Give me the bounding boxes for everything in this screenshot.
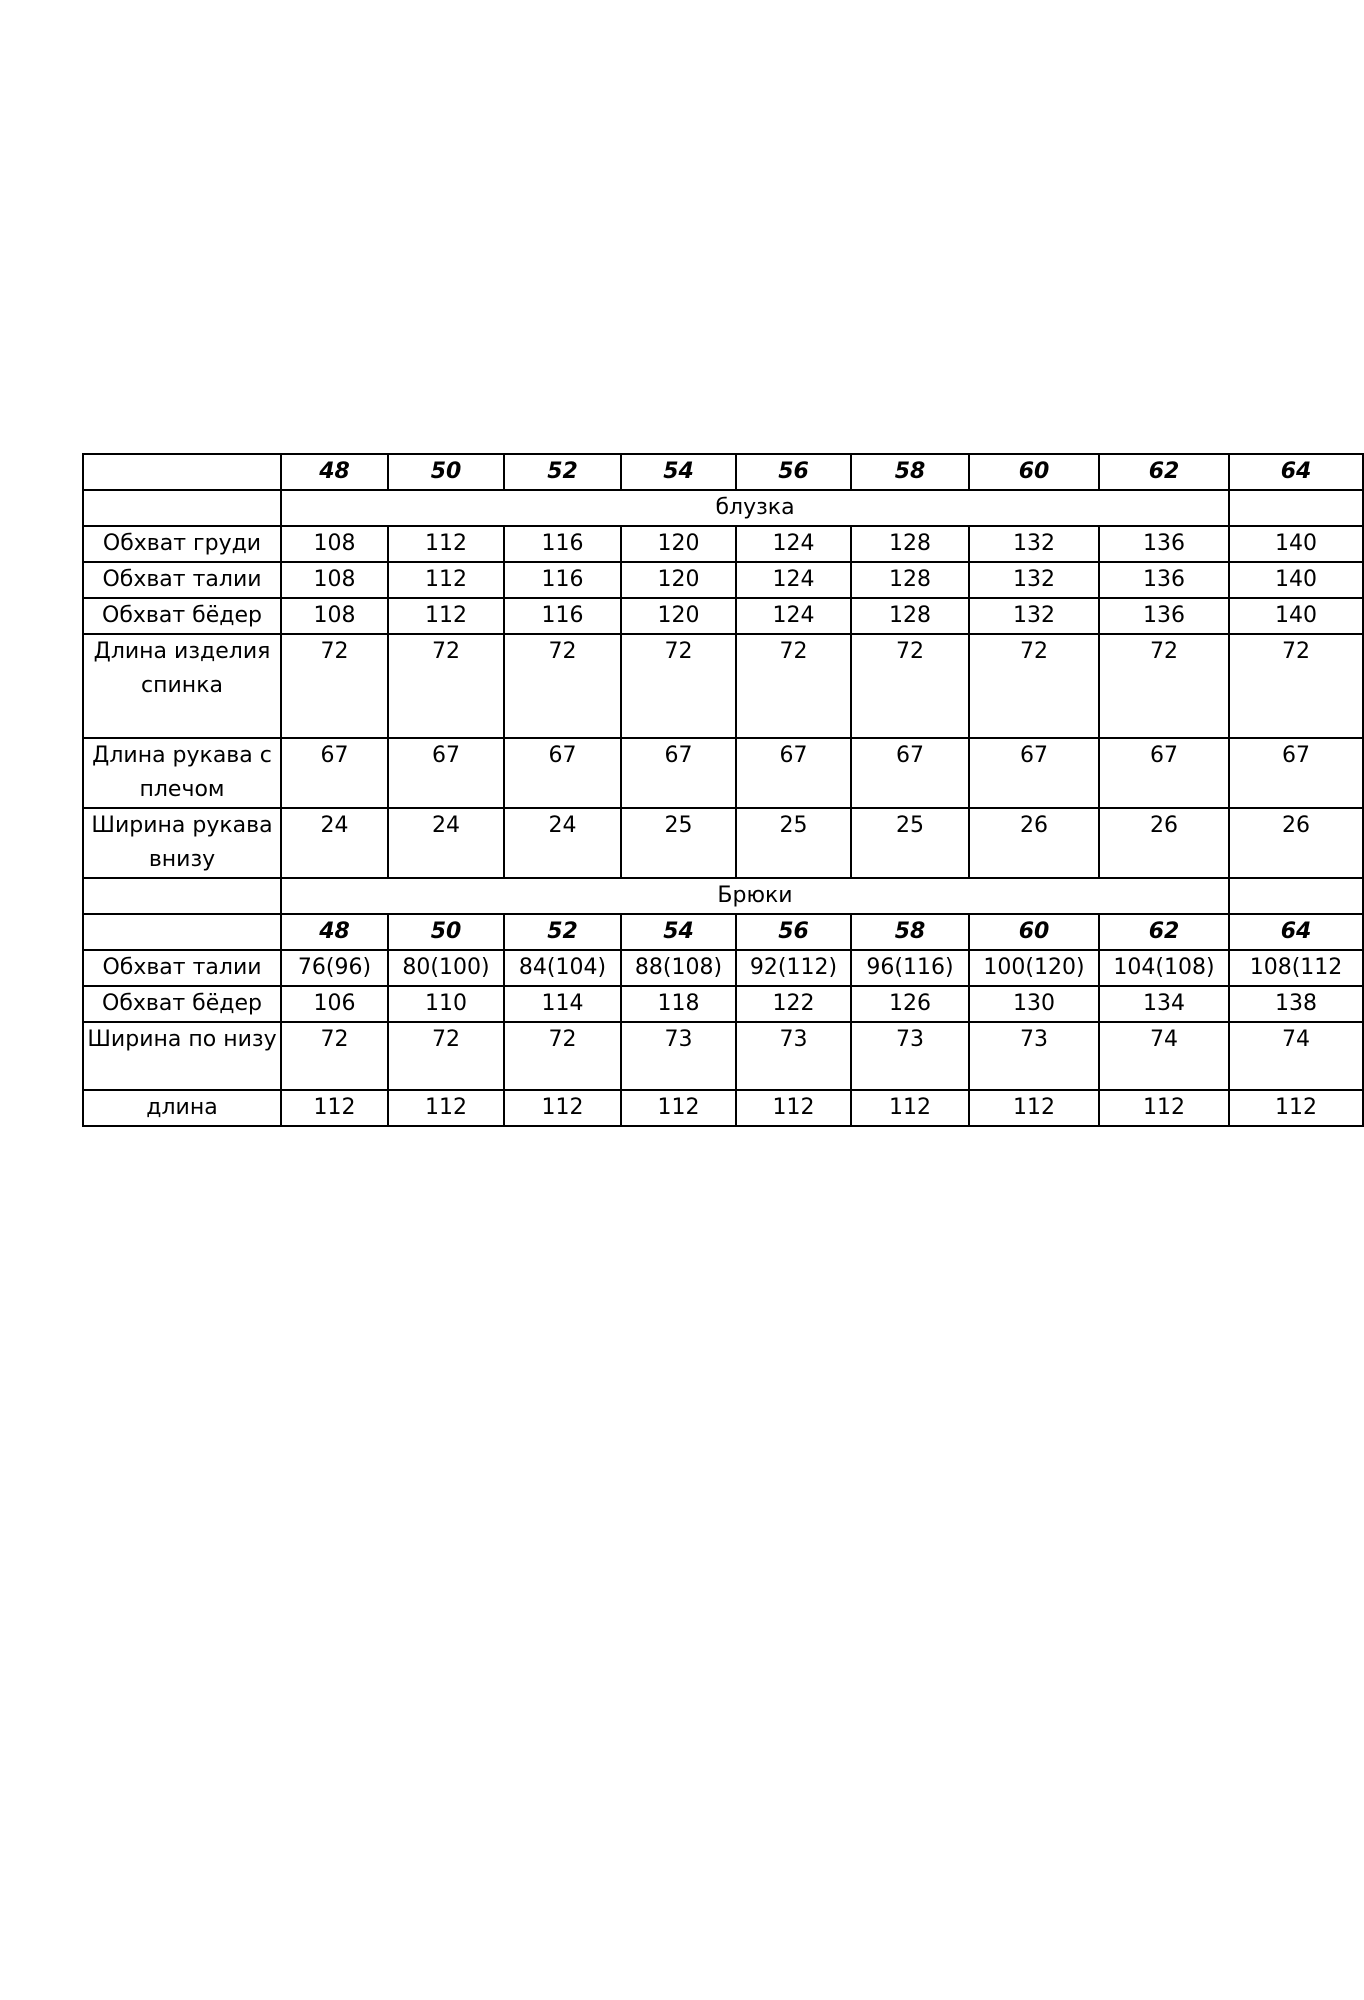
- table-cell: 106: [281, 986, 388, 1022]
- row-label: Обхват талии: [83, 950, 281, 986]
- row-label: Длина изделия спинка: [83, 634, 281, 738]
- table-cell: 116: [504, 562, 621, 598]
- table-row: [83, 738, 1363, 808]
- table-cell: 112: [504, 1090, 621, 1126]
- table-cell: 67: [736, 738, 851, 808]
- table-cell: 120: [621, 598, 736, 634]
- table-cell: 67: [1229, 738, 1363, 808]
- table-cell: 112: [1229, 1090, 1363, 1126]
- table-cell: 72: [1099, 634, 1229, 738]
- table-cell: 72: [1229, 634, 1363, 738]
- table-cell: 72: [851, 634, 969, 738]
- table-row: [83, 526, 1363, 562]
- size-header-cell: 50: [388, 914, 504, 950]
- table-cell: 132: [969, 598, 1099, 634]
- size-header-cell: 62: [1099, 454, 1229, 490]
- table-cell: 124: [736, 598, 851, 634]
- table-cell: 24: [388, 808, 504, 878]
- table-cell: 72: [504, 1022, 621, 1090]
- table-cell: 136: [1099, 598, 1229, 634]
- size-header-cell: 54: [621, 914, 736, 950]
- table-cell: 116: [504, 598, 621, 634]
- table-cell: 73: [736, 1022, 851, 1090]
- size-header-row: [83, 914, 1363, 950]
- table-cell: 67: [504, 738, 621, 808]
- table-cell: 74: [1099, 1022, 1229, 1090]
- table-row: [83, 1022, 1363, 1090]
- table-cell: 96(116): [851, 950, 969, 986]
- table-cell: 124: [736, 562, 851, 598]
- table-cell: 120: [621, 526, 736, 562]
- table-cell: 112: [388, 526, 504, 562]
- size-chart-table: [82, 453, 1364, 1127]
- row-label: Обхват талии: [83, 562, 281, 598]
- table-cell: 26: [1099, 808, 1229, 878]
- table-cell: 128: [851, 598, 969, 634]
- size-header-cell: 60: [969, 914, 1099, 950]
- table-cell: 130: [969, 986, 1099, 1022]
- table-cell: 72: [969, 634, 1099, 738]
- table-cell: 73: [851, 1022, 969, 1090]
- table-cell: 112: [281, 1090, 388, 1126]
- table-cell: 25: [851, 808, 969, 878]
- table-row: [83, 1090, 1363, 1126]
- table-cell: 67: [851, 738, 969, 808]
- size-header-cell: 54: [621, 454, 736, 490]
- section-blank-cell: [1229, 878, 1363, 914]
- table-cell: 104(108): [1099, 950, 1229, 986]
- size-header-cell: 60: [969, 454, 1099, 490]
- corner-cell: [83, 454, 281, 490]
- section-row-trousers: [83, 878, 1363, 914]
- table-cell: 140: [1229, 526, 1363, 562]
- table-cell: 67: [1099, 738, 1229, 808]
- table-cell: 25: [621, 808, 736, 878]
- table-cell: 112: [851, 1090, 969, 1126]
- table-cell: 72: [281, 634, 388, 738]
- table-cell: 24: [281, 808, 388, 878]
- table-cell: 72: [736, 634, 851, 738]
- table-cell: 73: [621, 1022, 736, 1090]
- table-cell: 108: [281, 526, 388, 562]
- table-cell: 136: [1099, 526, 1229, 562]
- table-cell: 67: [388, 738, 504, 808]
- table-cell: 136: [1099, 562, 1229, 598]
- row-label: длина: [83, 1090, 281, 1126]
- size-header-cell: 48: [281, 914, 388, 950]
- table-cell: 122: [736, 986, 851, 1022]
- table-row: [83, 986, 1363, 1022]
- table-cell: 112: [388, 598, 504, 634]
- table-cell: 72: [388, 634, 504, 738]
- table-cell: 140: [1229, 562, 1363, 598]
- size-header-cell: 48: [281, 454, 388, 490]
- table-cell: 112: [388, 562, 504, 598]
- table-cell: 126: [851, 986, 969, 1022]
- table-cell: 67: [969, 738, 1099, 808]
- section-title-blouse: блузка: [281, 490, 1229, 526]
- table-cell: 112: [621, 1090, 736, 1126]
- size-header-cell: 56: [736, 454, 851, 490]
- table-cell: 88(108): [621, 950, 736, 986]
- table-row: [83, 598, 1363, 634]
- table-cell: 67: [281, 738, 388, 808]
- size-header-cell: 50: [388, 454, 504, 490]
- section-title-trousers: Брюки: [281, 878, 1229, 914]
- table-cell: 92(112): [736, 950, 851, 986]
- size-header-cell: 58: [851, 914, 969, 950]
- table-cell: 24: [504, 808, 621, 878]
- table-row: [83, 634, 1363, 738]
- section-blank-cell: [1229, 490, 1363, 526]
- table-cell: 80(100): [388, 950, 504, 986]
- section-row-blouse: [83, 490, 1363, 526]
- section-blank-cell: [83, 490, 281, 526]
- table-cell: 72: [504, 634, 621, 738]
- table-cell: 100(120): [969, 950, 1099, 986]
- size-header-cell: 52: [504, 454, 621, 490]
- table-cell: 108: [281, 562, 388, 598]
- row-label: Ширина рукава внизу: [83, 808, 281, 878]
- table-cell: 124: [736, 526, 851, 562]
- table-cell: 73: [969, 1022, 1099, 1090]
- size-chart-body: [83, 454, 1363, 1126]
- table-row: [83, 950, 1363, 986]
- table-cell: 108: [281, 598, 388, 634]
- table-cell: 138: [1229, 986, 1363, 1022]
- table-cell: 112: [736, 1090, 851, 1126]
- size-header-row: [83, 454, 1363, 490]
- size-header-cell: 56: [736, 914, 851, 950]
- table-cell: 132: [969, 526, 1099, 562]
- table-cell: 110: [388, 986, 504, 1022]
- table-cell: 114: [504, 986, 621, 1022]
- row-label: Обхват груди: [83, 526, 281, 562]
- table-cell: 26: [969, 808, 1099, 878]
- table-cell: 74: [1229, 1022, 1363, 1090]
- table-cell: 84(104): [504, 950, 621, 986]
- section-blank-cell: [83, 878, 281, 914]
- corner-cell: [83, 914, 281, 950]
- table-row: [83, 808, 1363, 878]
- size-header-cell: 62: [1099, 914, 1229, 950]
- size-header-cell: 64: [1229, 454, 1363, 490]
- table-cell: 25: [736, 808, 851, 878]
- table-cell: 116: [504, 526, 621, 562]
- row-label: Обхват бёдер: [83, 986, 281, 1022]
- size-header-cell: 58: [851, 454, 969, 490]
- table-cell: 112: [969, 1090, 1099, 1126]
- table-cell: 112: [1099, 1090, 1229, 1126]
- table-cell: 72: [281, 1022, 388, 1090]
- table-cell: 112: [388, 1090, 504, 1126]
- table-row: [83, 562, 1363, 598]
- table-cell: 120: [621, 562, 736, 598]
- size-header-cell: 64: [1229, 914, 1363, 950]
- table-cell: 134: [1099, 986, 1229, 1022]
- table-cell: 140: [1229, 598, 1363, 634]
- table-cell: 132: [969, 562, 1099, 598]
- table-cell: 128: [851, 526, 969, 562]
- table-cell: 26: [1229, 808, 1363, 878]
- table-cell: 72: [621, 634, 736, 738]
- table-cell: 108(112: [1229, 950, 1363, 986]
- table-cell: 67: [621, 738, 736, 808]
- size-header-cell: 52: [504, 914, 621, 950]
- row-label: Длина рукава с плечом: [83, 738, 281, 808]
- table-cell: 72: [388, 1022, 504, 1090]
- table-cell: 118: [621, 986, 736, 1022]
- table-cell: 128: [851, 562, 969, 598]
- row-label: Обхват бёдер: [83, 598, 281, 634]
- table-cell: 76(96): [281, 950, 388, 986]
- row-label: Ширина по низу: [83, 1022, 281, 1090]
